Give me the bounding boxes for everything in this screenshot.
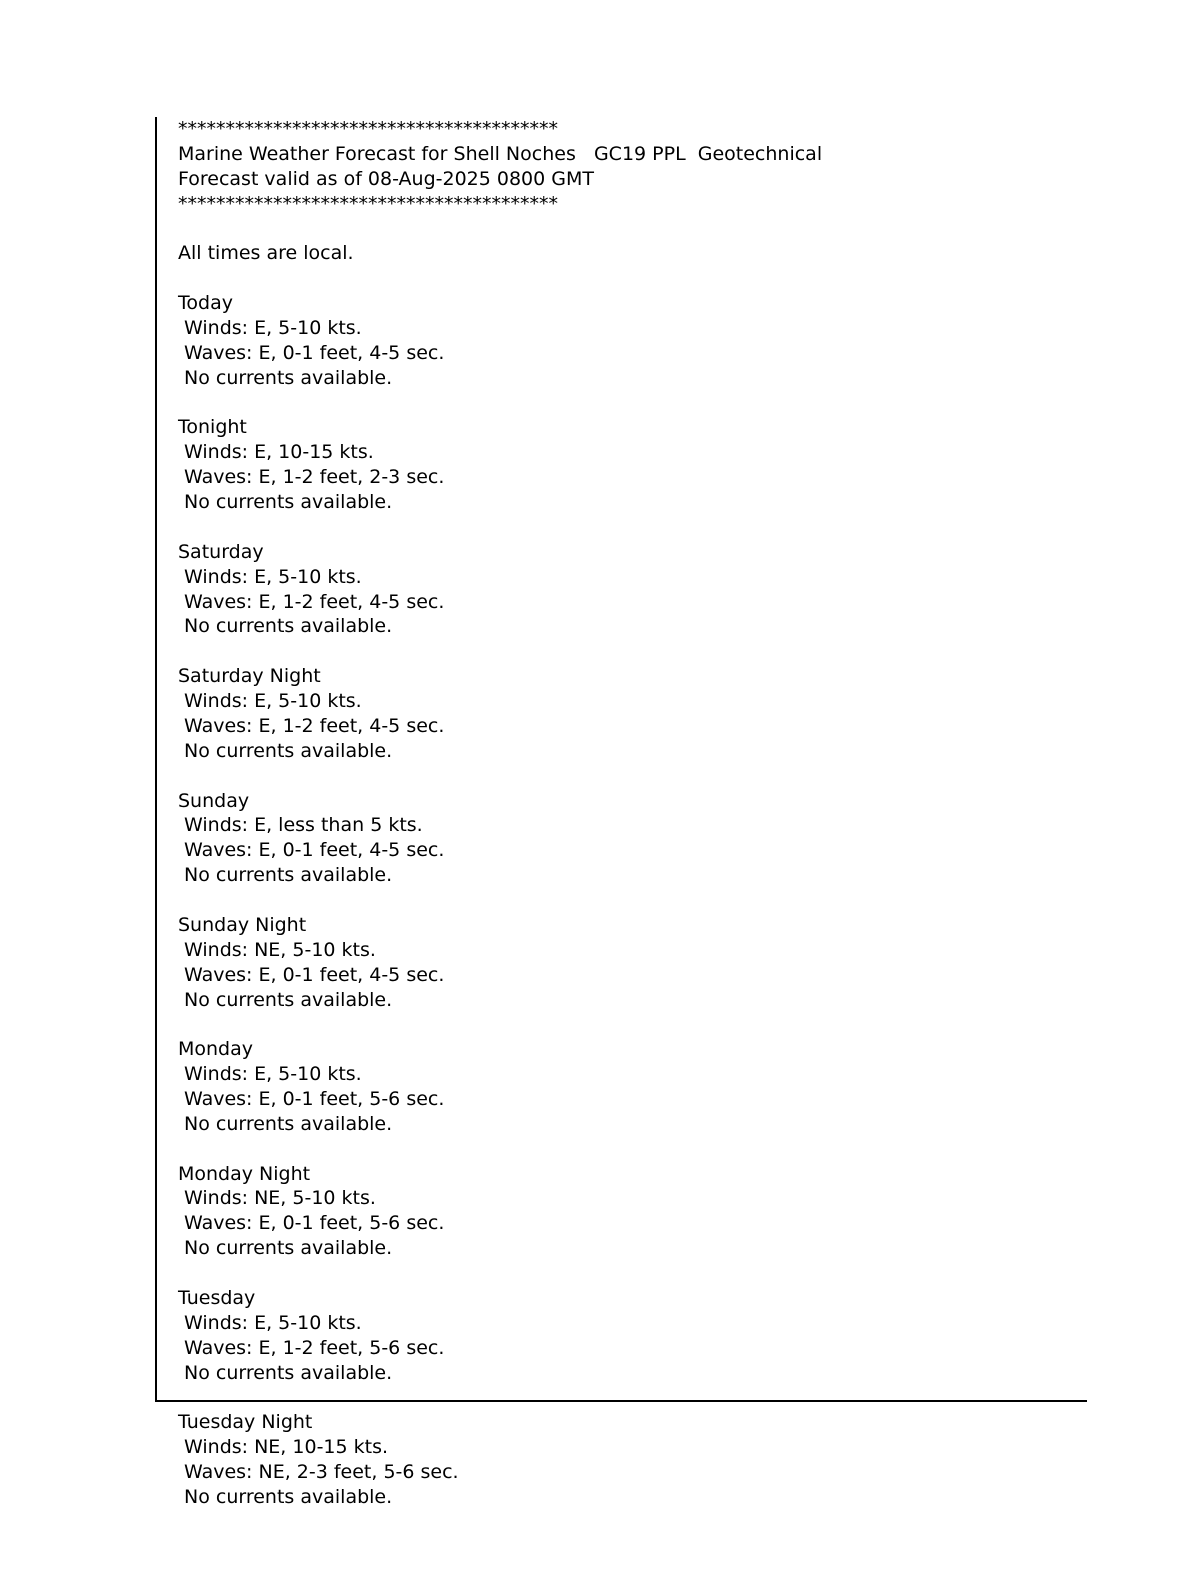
currents-line: No currents available. (184, 366, 393, 389)
winds-line: Winds: E, 5-10 kts. (184, 565, 362, 588)
forecast-period: Today (178, 292, 233, 315)
times-note (178, 241, 1087, 266)
waves-line: Waves: NE, 2-3 feet, 5-6 sec. (184, 1460, 459, 1483)
forecast-period: Saturday Night (178, 665, 321, 688)
currents-line: No currents available. (184, 864, 393, 887)
winds-line: Winds: NE, 5-10 kts. (184, 1187, 376, 1210)
times-note-text: All times are local. (178, 242, 354, 265)
forecast-section-saturday (178, 540, 1087, 640)
forecast-period: Tonight (178, 416, 247, 439)
forecast-period: Monday Night (178, 1162, 311, 1185)
forecast-section-monday (178, 1037, 1087, 1137)
forecast-period: Monday (178, 1038, 254, 1061)
winds-line: Winds: E, 5-10 kts. (184, 1063, 362, 1086)
forecast-section-sunday-night (178, 913, 1087, 1013)
forecast-valid-date: Forecast valid as of 08-Aug-2025 0800 GMT (178, 167, 594, 190)
forecast-section-saturday-night (178, 664, 1087, 764)
forecast-page-frame (155, 117, 1087, 1402)
forecast-section-tuesday (178, 1286, 1087, 1386)
waves-line: Waves: E, 1-2 feet, 4-5 sec. (184, 590, 445, 613)
forecast-period: Tuesday Night (178, 1411, 313, 1433)
waves-line: Waves: E, 0-1 feet, 4-5 sec. (184, 341, 445, 364)
forecast-section-monday-night (178, 1162, 1087, 1262)
divider-stars-top: **************************************** (178, 118, 558, 140)
winds-line: Winds: NE, 5-10 kts. (184, 938, 376, 961)
winds-line: Winds: NE, 10-15 kts. (184, 1435, 389, 1458)
winds-line: Winds: E, 5-10 kts. (184, 690, 362, 713)
forecast-period: Sunday (178, 789, 250, 812)
forecast-period: Sunday Night (178, 913, 307, 936)
currents-line: No currents available. (184, 1237, 393, 1260)
waves-line: Waves: E, 0-1 feet, 4-5 sec. (184, 839, 445, 862)
waves-line: Waves: E, 1-2 feet, 5-6 sec. (184, 1336, 445, 1359)
forecast-section-today (178, 291, 1087, 391)
currents-line: No currents available. (184, 1485, 393, 1508)
forecast-period: Tuesday (178, 1286, 256, 1309)
forecast-period: Saturday (178, 540, 264, 563)
divider-stars-bottom: **************************************** (178, 192, 558, 215)
currents-line: No currents available. (184, 1361, 393, 1384)
waves-line: Waves: E, 0-1 feet, 5-6 sec. (184, 1212, 445, 1235)
currents-line: No currents available. (184, 988, 393, 1011)
currents-line: No currents available. (184, 491, 393, 514)
winds-line: Winds: E, 10-15 kts. (184, 441, 374, 464)
waves-line: Waves: E, 0-1 feet, 5-6 sec. (184, 1088, 445, 1110)
winds-line: Winds: E, less than 5 kts. (184, 814, 423, 837)
winds-line: Winds: E, 5-10 kts. (184, 1311, 362, 1334)
currents-line: No currents available. (184, 739, 393, 762)
waves-line: Waves: E, 0-1 feet, 4-5 sec. (184, 963, 445, 986)
forecast-header (178, 117, 1087, 217)
currents-line: No currents available. (184, 1112, 393, 1135)
winds-line: Winds: E, 5-10 kts. (184, 316, 362, 339)
forecast-title: Marine Weather Forecast for Shell Noches GC19 PPL Geotechnical (178, 142, 823, 165)
forecast-section-sunday (178, 789, 1087, 889)
forecast-section-tuesday-night (178, 1410, 459, 1510)
waves-line: Waves: E, 1-2 feet, 4-5 sec. (184, 714, 445, 737)
currents-line: No currents available. (184, 615, 393, 638)
waves-line: Waves: E, 1-2 feet, 2-3 sec. (184, 466, 445, 489)
forecast-section-tonight (178, 415, 1087, 515)
